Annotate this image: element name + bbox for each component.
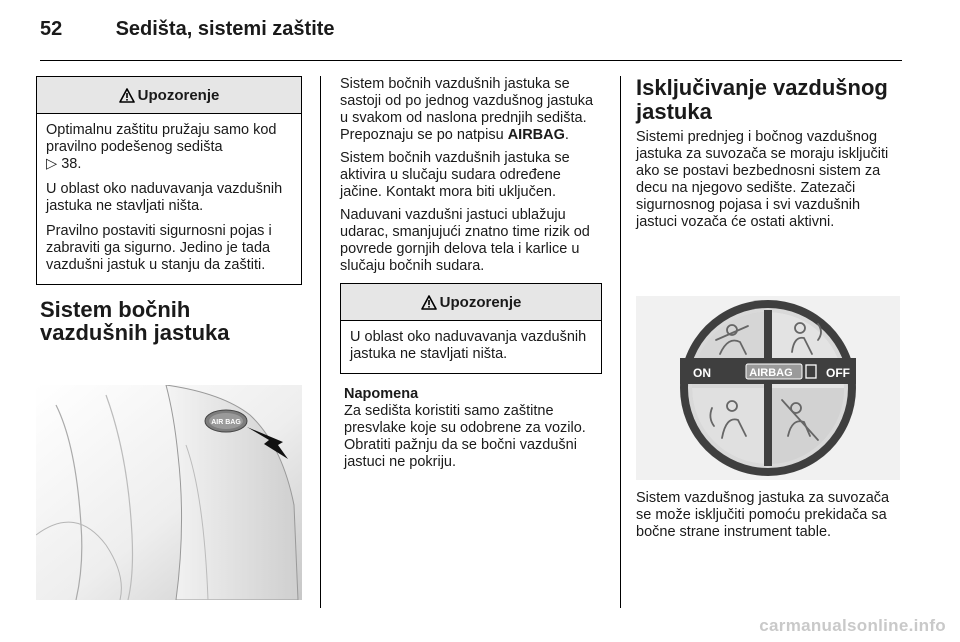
switch-off-label: OFF [826, 366, 850, 380]
header-rule [40, 60, 902, 61]
switch-airbag-label: AIRBAG [749, 367, 793, 379]
body-text: Sistem bočnih vazdušnih jastuka se aktivira u slučaju sudara određene jačine. Kontakt mora biti uključen. [340, 150, 570, 200]
warning-header [37, 77, 301, 114]
warning-triangle-icon [119, 88, 135, 103]
warning-triangle-icon [421, 295, 437, 310]
body-text: Naduvani vazdušni jastuci ublažuju udarac, smanjujući znatno time rizik od povrede gornjih delova tela i karlice u slučaju bočnih sudara. [340, 207, 590, 274]
warning-text: Optimalnu zaštitu pružaju samo kod pravilno podešenog sedišta ▷ 38. [46, 122, 277, 172]
warning-header [341, 284, 601, 321]
warning-text: U oblast oko naduvavanja vazdušnih jastuka ne stavljati ništa. [46, 181, 283, 214]
page-number: 52 [40, 18, 63, 40]
airbag-switch-illustration [636, 296, 900, 480]
warning-text: Pravilno postaviti sigurnosni pojas i zabraviti ga sigurno. Jedino je tada vazdušni jastuk u stanju da zaštiti. [46, 223, 272, 273]
note-text: Za sedišta koristiti samo zaštitne presvlake koje su odobrene za vozilo. Obratiti pažnju da se bočni vazdušni jastuci ne pokriju. [344, 403, 586, 470]
body-text: Sistemi prednjeg i bočnog vazdušnog jastuka za suvozača se moraju isključiti ako se postavi bezbednosni sistem za decu na njegovo sedište. Zatezači sigurnosnog pojasa i svi vazdušnih jastuci vozača će ostati aktivni. [636, 129, 889, 230]
body-text: Sistem bočnih vazdušnih jastuka se sastoji od po jednog vazdušnog jastuka u svakom od naslona prednjih sedišta. Prepoznaju se po natpisu AIRBAG. [340, 76, 594, 143]
caption-block [636, 490, 902, 545]
site-watermark: carmanualsonline.info [759, 616, 946, 635]
warning-box [36, 76, 302, 285]
warning-text: U oblast oko naduvavanja vazdušnih jastuka ne stavljati ništa. [350, 329, 587, 362]
note-title: Napomena [344, 386, 419, 402]
column-middle [340, 76, 602, 475]
warning-title: Upozorenje [137, 86, 220, 104]
page-ref[interactable]: 38. [61, 156, 82, 172]
page-title: Sedišta, sistemi zaštite [115, 18, 335, 40]
section-heading: Isključivanje vazdušnog jastuka [636, 75, 888, 124]
warning-title: Upozorenje [439, 293, 522, 311]
column-right [620, 76, 902, 235]
page-ref-arrow-icon: ▷ [46, 156, 58, 172]
switch-on-label: ON [693, 366, 711, 380]
warning-box [340, 283, 602, 374]
page-header [40, 18, 335, 41]
section-heading: Sistem bočnih vazdušnih jastuka [40, 297, 230, 345]
airbag-label-text: AIR BAG [211, 419, 241, 426]
column-left [36, 76, 302, 344]
airbag-label: AIRBAG [507, 127, 565, 143]
column-divider [320, 76, 321, 608]
side-airbag-seat-illustration [36, 385, 302, 600]
body-text: Sistem vazdušnog jastuka za suvozača se može isključiti pomoću prekidača sa bočne strane instrument table. [636, 490, 890, 540]
